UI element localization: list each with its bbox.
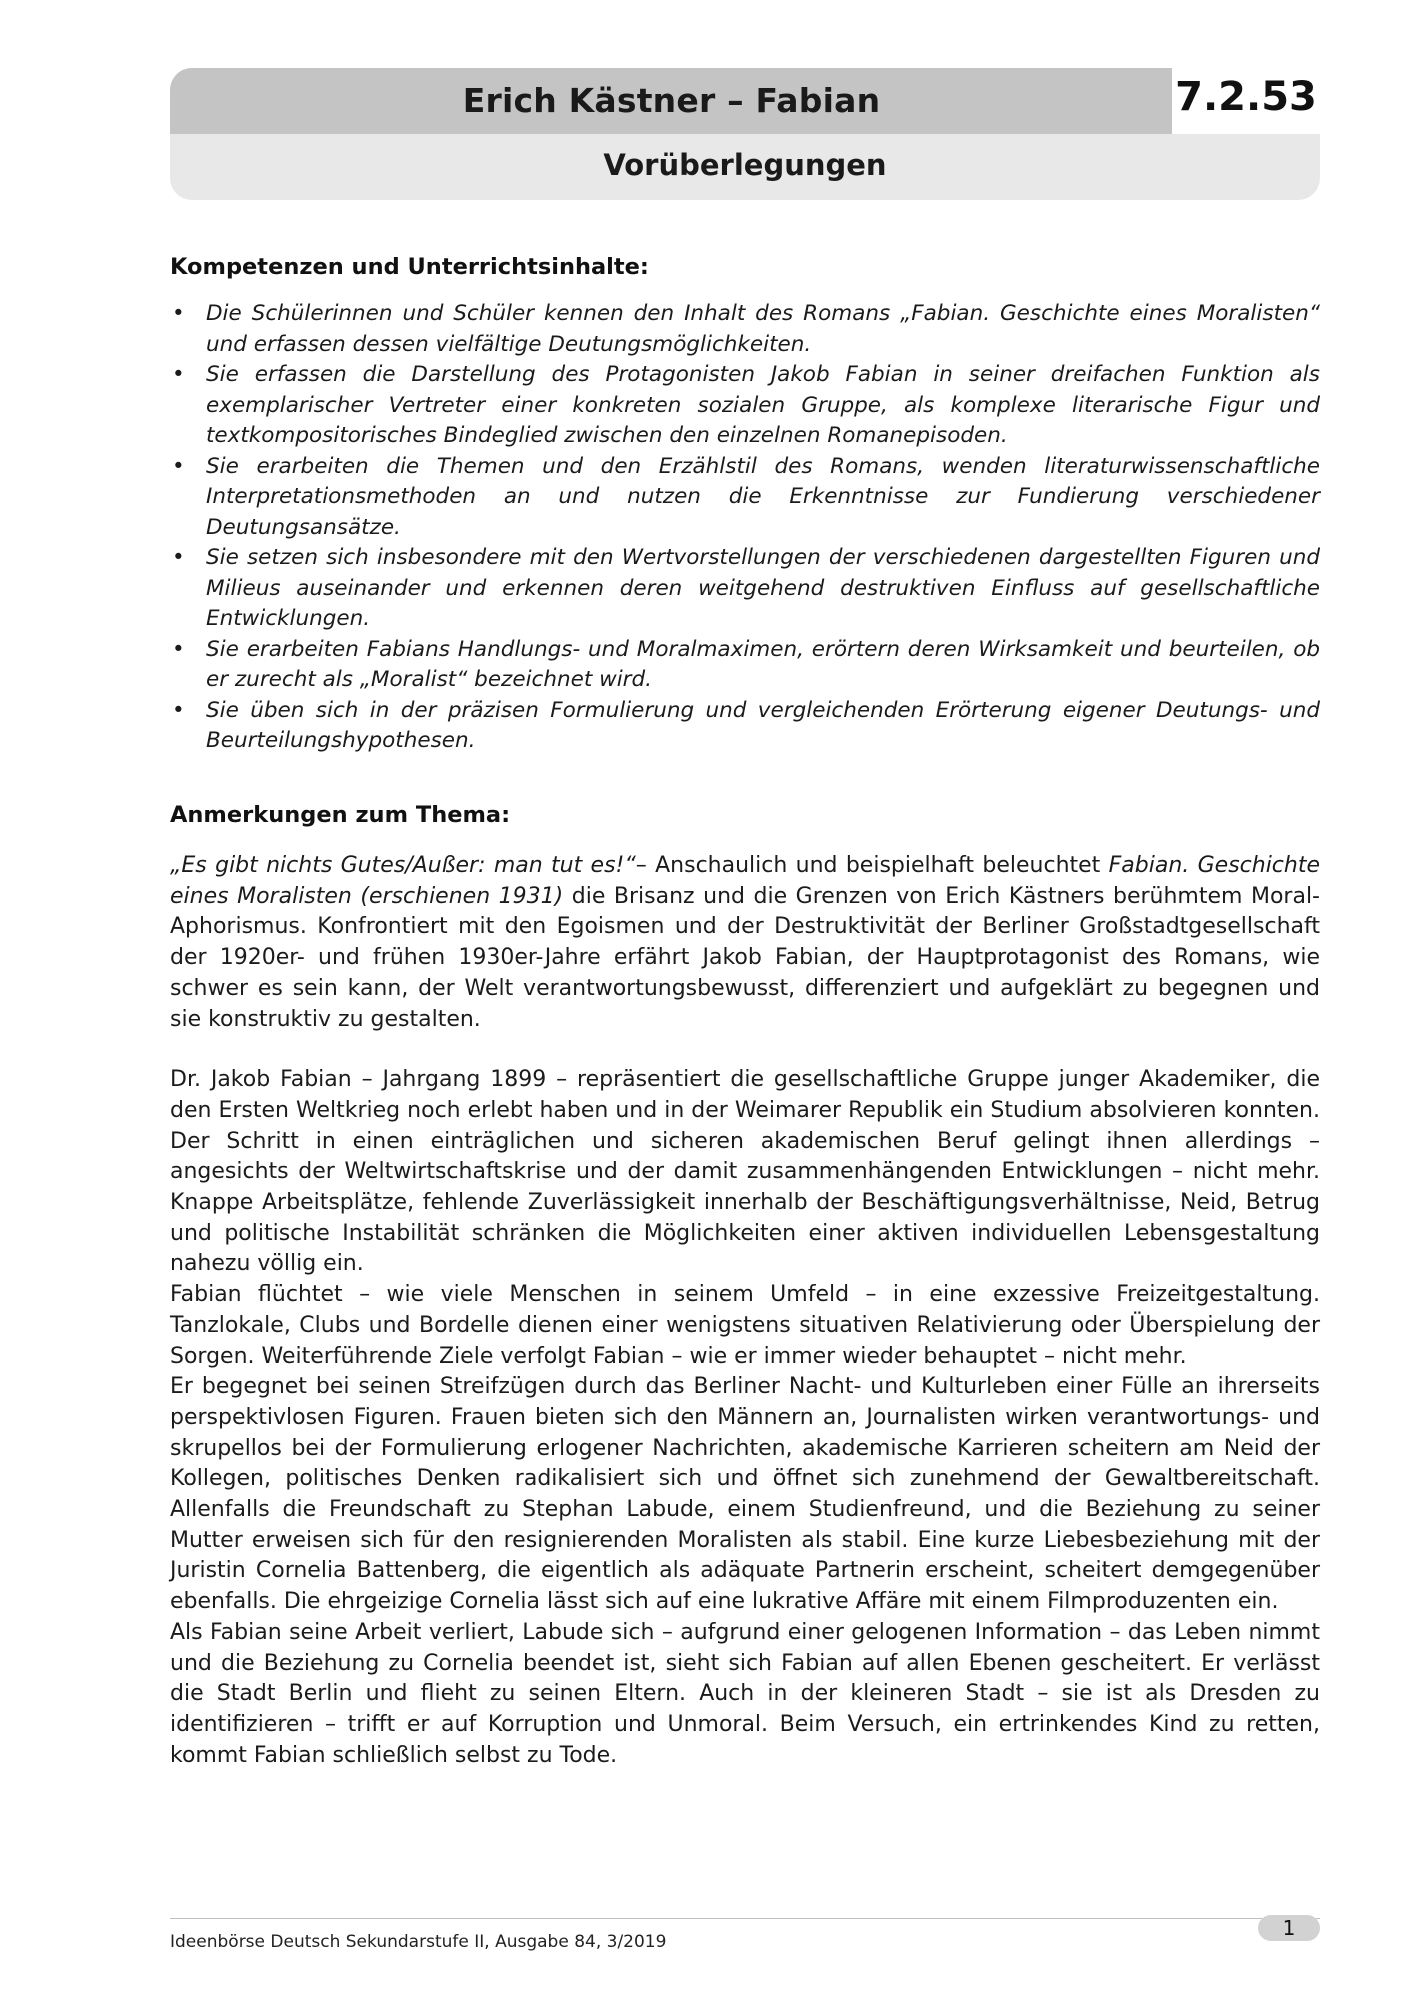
page-header [170, 68, 1320, 200]
remarks-body [170, 851, 1320, 1771]
list-item-text: Die Schülerinnen und Schüler kennen den Inhalt des Romans „Fabian. Geschichte eines Moralisten“ und erfassen dessen vielfältige Deutungsmöglichkeiten. [206, 301, 1320, 357]
list-item-text: Sie erarbeiten die Themen und den Erzählstil des Romans, wenden literaturwissenschaftliche Interpretationsmethoden an und nutzen die Erkenntnisse zur Fundierung verschiedener Deutungsansätze. [206, 453, 1320, 540]
footer-source: Ideenbörse Deutsch Sekundarstufe II, Ausgabe 84, 3/2019 [170, 1932, 667, 1952]
paragraph [170, 851, 1320, 1035]
competences-list [170, 299, 1320, 757]
list-item [170, 696, 1320, 757]
list-item [170, 452, 1320, 544]
bullet-icon: • [172, 636, 185, 662]
list-item [170, 299, 1320, 360]
paragraph: Fabian flüchtet – wie viele Menschen in seinem Umfeld – in eine exzessive Freizeitgestaltung. Tanzlokale, Clubs und Bordelle dienen einer wenigstens situativen Relativierung oder Überspielung der Sorgen. Weiterführende Ziele verfolgt Fabian – wie er immer wieder behauptet – nicht mehr. [170, 1282, 1320, 1369]
document-title: Erich Kästner – Fabian [462, 81, 881, 120]
paragraph: Dr. Jakob Fabian – Jahrgang 1899 – repräsentiert die gesellschaftliche Gruppe junger Akademiker, die den Ersten Weltkrieg noch erlebt haben und in der Weimarer Republik ein Studium absolvieren konnten. Der Schritt in einen einträglichen und sicheren akademischen Beruf gelingt ihnen allerdings – angesichts der Weltwirtschaftskrise und der damit zusammenhängenden Entwicklungen – nicht mehr. Knappe Arbeitsplätze, fehlende Zuverlässigkeit innerhalb der Beschäftigungsverhältnisse, Neid, Betrug und politische Instabilität schränken die Möglichkeiten einer aktiven individuellen Lebensgestaltung nahezu völlig ein. [170, 1067, 1320, 1277]
list-item-text: Sie üben sich in der präzisen Formulierung und vergleichenden Erörterung eigener Deutungs- und Beurteilungshypothesen. [206, 697, 1320, 753]
paragraph-text: – Anschaulich und beispielhaft beleuchtet [635, 853, 1109, 878]
document-code: 7.2.53 [1175, 74, 1317, 120]
list-item [170, 360, 1320, 452]
paragraph-text: die Brisanz und die Grenzen von Erich Kästners berühmtem Moral-Aphorismus. Konfrontiert mit den Egoismen und der Destruktivität der Berliner Großstadtgesellschaft der 1920er- und frühen 1930er-Jahre erfährt Jakob Fabian, der Hauptprotagonist des Romans, wie schwer es sein kann, der Welt verantwortungsbewusst, differenziert und aufgeklärt zu begegnen und sie konstruktiv zu gestalten. [170, 883, 1320, 1032]
paragraph: Er begegnet bei seinen Streifzügen durch das Berliner Nacht- und Kulturleben einer Fülle an ihrerseits perspektivlosen Figuren. Frauen bieten sich den Männern an, Journalisten wirken verantwortungs- und skrupellos bei der Formulierung erlogener Nachrichten, akademische Karrieren scheitern am Neid der Kollegen, politisches Denken radikalisiert sich und öffnet sich zunehmend der Gewaltbereitschaft. Allenfalls die Freundschaft zu Stephan Labude, einem Studienfreund, und die Beziehung zu seiner Mutter erweisen sich für den resignierenden Moralisten als stabil. Eine kurze Liebesbeziehung mit der Juristin Cornelia Battenberg, die eigentlich als adäquate Partnerin erscheint, scheitert demgegenüber ebenfalls. Die ehrgeizige Cornelia lässt sich auf eine lukrative Affäre mit einem Filmproduzenten ein. [170, 1374, 1320, 1615]
quote: „Es gibt nichts Gutes/Außer: man tut es!“ [170, 853, 636, 878]
title-bar [170, 68, 1320, 134]
document-subtitle: Vorüberlegungen [603, 148, 887, 182]
remarks-heading: Anmerkungen zum Thema: [170, 802, 511, 828]
bullet-icon: • [172, 697, 185, 723]
paragraph: Als Fabian seine Arbeit verliert, Labude sich – aufgrund einer gelogenen Information – das Leben nimmt und die Beziehung zu Cornelia beendet ist, sieht sich Fabian auf allen Ebenen gescheitert. Er verlässt die Stadt Berlin und flieht zu seinen Eltern. Auch in der kleineren Stadt – sie ist als Dresden zu identifizieren – trifft er auf Korruption und Unmoral. Beim Versuch, ein ertrinkendes Kind zu retten, kommt Fabian schließlich selbst zu Tode. [170, 1619, 1320, 1768]
list-item-text: Sie erarbeiten Fabians Handlungs- und Moralmaximen, erörtern deren Wirksamkeit und beurteilen, ob er zurecht als „Moralist“ bezeichnet wird. [206, 636, 1320, 692]
list-item-text: Sie setzen sich insbesondere mit den Wertvorstellungen der verschiedenen dargestellten Figuren und Milieus auseinander und erkennen deren weitgehend destruktiven Einfluss auf gesellschaftliche Entwicklungen. [206, 545, 1320, 631]
footer-divider [170, 1918, 1320, 1919]
list-item [170, 635, 1320, 696]
code-box [1172, 68, 1320, 134]
page-number: 1 [1258, 1915, 1320, 1941]
book-title: Fabian. Geschichte eines Moralisten (erschienen 1931) [170, 853, 1321, 909]
bullet-icon: • [172, 301, 185, 326]
competences-heading: Kompetenzen und Unterrichtsinhalte: [170, 254, 649, 280]
bullet-icon: • [172, 453, 185, 479]
bullet-icon: • [172, 362, 185, 387]
list-item [170, 543, 1320, 635]
bullet-icon: • [172, 545, 185, 570]
list-item-text: Sie erfassen die Darstellung des Protagonisten Jakob Fabian in seiner dreifachen Funktion als exemplarischer Vertreter einer konkreten sozialen Gruppe, als komplexe literarische Figur und textkompositorisches Bindeglied zwischen den einzelnen Romanepisoden. [206, 362, 1320, 448]
subtitle-bar [170, 134, 1320, 200]
